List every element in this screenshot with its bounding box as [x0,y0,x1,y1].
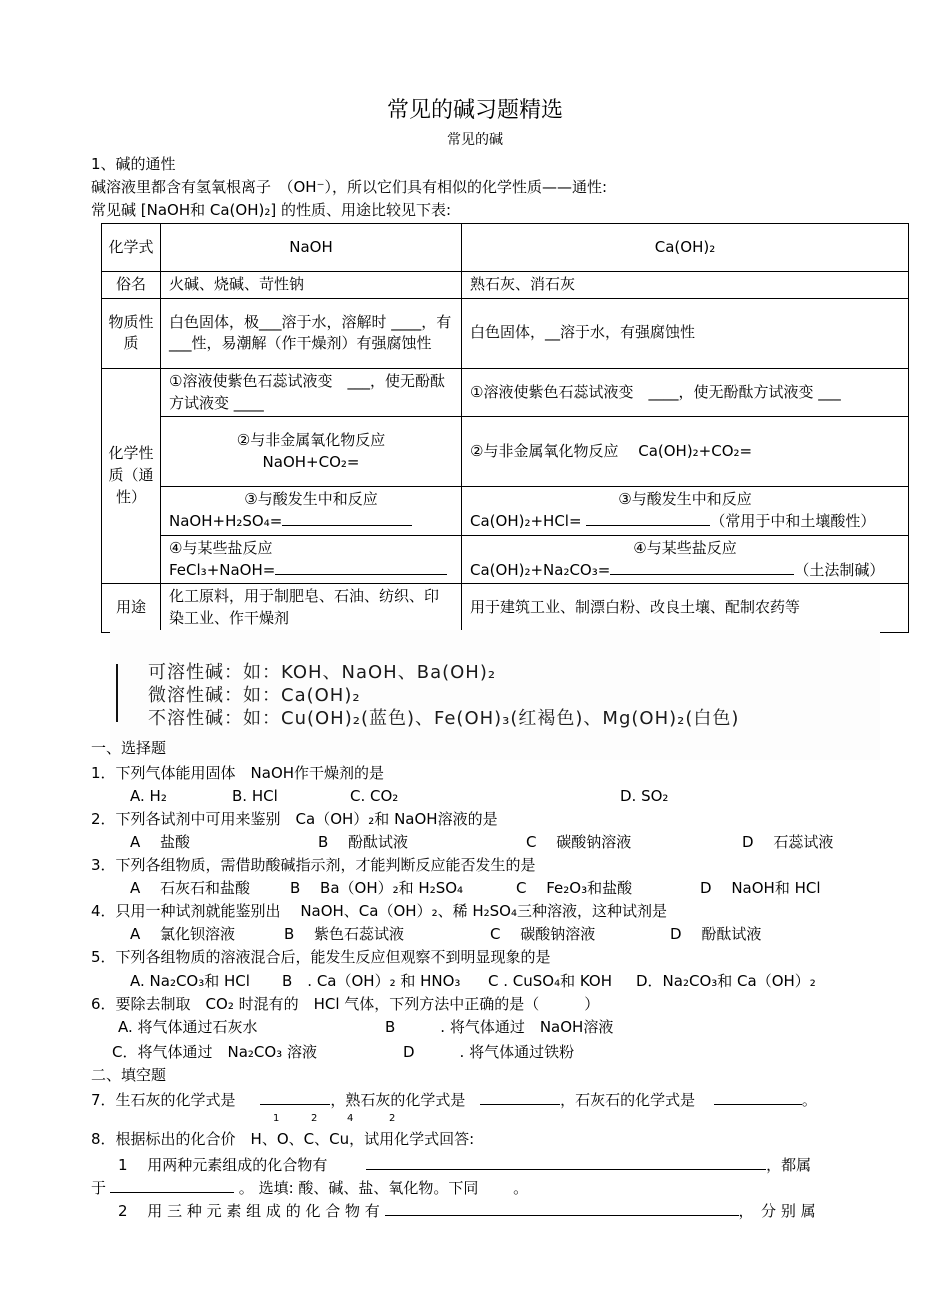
q8-stem: 8．根据标出的化合价 H、O、C、Cu，试用化学式回答: [91,1130,475,1148]
q8-sub1-line [118,1155,811,1174]
page-title: 常见的碱习题精选 [386,98,563,123]
q7-blank-limestone[interactable] [714,1090,802,1105]
caoh-usage: 用于建筑工业、制漂白粉、改良土壤、配制农药等 [462,584,909,633]
header-caoh: Ca(OH)₂ [462,224,909,272]
naoh-chem-3-equation: NaOH+H₂SO₄= [169,512,283,530]
solubility-image [110,630,880,760]
q3-option-b[interactable]: B Ba（OH）₂和 H₂SO₄ [290,879,464,897]
q5-option-c[interactable]: C . CuSO₄和 KOH [488,972,612,990]
q3-option-a[interactable]: A 石灰石和盐酸 [130,879,251,897]
naoh-usage: 化工原料，用于制肥皂、石油、纺织、印染工业、作干燥剂 [161,584,462,633]
header-formula: 化学式 [102,224,161,272]
row-label-usage: 用途 [102,584,161,633]
q5-stem: 5．下列各组物质的溶液混合后，能发生反应但观察不到明显现象的是 [91,948,551,966]
q8-sub1-text: 1 用两种元素组成的化合物有 [118,1156,328,1174]
q2-option-b[interactable]: B 酚酞试液 [318,833,409,851]
q4-option-c[interactable]: C 碳酸钠溶液 [490,925,596,943]
q8-sub1-blank[interactable] [366,1155,766,1170]
valence-cu: 2 [389,1113,396,1124]
q8-sub1-category-blank[interactable] [110,1178,234,1193]
valence-c: 4 [347,1113,354,1124]
q7-blank-quicklime[interactable] [260,1090,330,1105]
caoh-chem-3-line [470,511,900,533]
q7-blank-slaked-lime[interactable] [480,1090,560,1105]
q7-part-1: 7．生石灰的化学式是 [91,1091,236,1109]
caoh-chem-4-blank[interactable] [610,560,794,575]
section-choice-title: 一、选择题 [91,739,167,757]
q1-option-c[interactable]: C. CO₂ [350,787,399,805]
q6-option-c[interactable]: C．将气体通过 Na₂CO₃ 溶液 [112,1043,317,1061]
intro-heading: 1、碱的通性 [91,155,176,173]
q6-option-b[interactable]: B . 将气体通过 NaOH溶液 [385,1018,614,1036]
naoh-chem-4-title: ④与某些盐反应 [169,538,273,557]
naoh-physical: 白色固体，极___溶于水，溶解时 ____，有 ___性，易潮解（作干燥剂）有强腐蚀性 [161,298,462,368]
q5-option-b[interactable]: B . Ca（OH）₂ 和 HNO₃ [282,972,461,990]
q7-part-3: ，石灰石的化学式是 [560,1091,696,1109]
q5-option-d[interactable]: D．Na₂CO₃和 Ca（OH）₂ [636,972,816,990]
q8-sub2-suffix: ， 分 别 属 [738,1202,816,1220]
caoh-chem-3-title: ③与酸发生中和反应 [618,490,752,509]
caoh-chem-4-title: ④与某些盐反应 [633,538,737,557]
soluble-bases: 可溶性碱：如：KOH、NaOH、Ba(OH)₂ [148,662,497,683]
q7-part-2: ，熟石灰的化学式是 [330,1091,466,1109]
naoh-chem-4-line [169,560,453,582]
naoh-chem-4 [161,535,462,584]
caoh-chem-4 [462,535,909,584]
naoh-chem-3-title: ③与酸发生中和反应 [244,490,378,509]
q8-sub1-prefix: 于 [91,1179,107,1197]
q7-part-4: 。 [801,1091,817,1109]
naoh-chem-3 [161,487,462,536]
q2-option-c[interactable]: C 碳酸钠溶液 [526,833,632,851]
caoh-chem-3-note: （常用于中和土壤酸性） [710,512,876,530]
q8-sub2-line [118,1201,816,1220]
naoh-chem-1: ①溶液使紫色石蕊试液变 ___，使无酚酞方试液变 ____ [161,368,462,417]
naoh-chem-4-blank[interactable] [275,560,447,575]
caoh-physical: 白色固体，__溶于水，有强腐蚀性 [462,298,909,368]
row-label-common-name: 俗名 [102,272,161,299]
base-comparison-table [101,223,909,633]
q6-option-d[interactable]: D . 将气体通过铁粉 [403,1043,575,1061]
naoh-chem-2-title: ②与非金属氧化物反应 [236,431,386,449]
q1-option-b[interactable]: B. HCl [232,787,278,805]
slightly-soluble-bases: 微溶性碱：如：Ca(OH)₂ [148,685,361,706]
q8-sub2-blank[interactable] [385,1201,739,1216]
q4-option-b[interactable]: B 紫色石蕊试液 [284,925,405,943]
q3-option-c[interactable]: C Fe₂O₃和盐酸 [516,879,633,897]
q8-sub1-line2 [91,1178,528,1197]
q1-option-a[interactable]: A. H₂ [130,787,167,805]
naoh-chem-3-line [169,511,453,533]
q7 [91,1090,817,1109]
caoh-chem-4-line [470,560,900,582]
q4-option-d[interactable]: D 酚酞试液 [670,925,762,943]
naoh-chem-4-equation: FeCl₃+NaOH= [169,560,276,579]
intro-line-2: 常见碱 [NaOH和 Ca(OH)₂] 的性质、用途比较见下表: [91,201,452,219]
caoh-chem-4-note: （土法制碱） [794,560,885,579]
q3-option-d[interactable]: D NaOH和 HCl [700,879,821,897]
valence-h: 1 [273,1113,280,1124]
row-label-chemical: 化学性质（通性） [102,368,161,584]
caoh-chem-1: ①溶液使紫色石蕊试液变 ____，使无酚酞方试液变 ___ [462,368,909,417]
naoh-common-name: 火碱、烧碱、苛性钠 [161,272,462,299]
q2-option-a[interactable]: A 盐酸 [130,833,191,851]
caoh-chem-2: ②与非金属氧化物反应 Ca(OH)₂+CO₂= [462,417,909,487]
q4-option-a[interactable]: A 氯化钡溶液 [130,925,236,943]
caoh-common-name: 熟石灰、消石灰 [462,272,909,299]
valence-o: 2 [311,1113,318,1124]
q3-stem: 3．下列各组物质，需借助酸碱指示剂，才能判断反应能否发生的是 [91,856,536,874]
page-subtitle: 常见的碱 [447,132,503,148]
row-label-physical: 物质性质 [102,298,161,368]
caoh-chem-4-equation: Ca(OH)₂+Na₂CO₃= [470,560,611,579]
caoh-chem-3-equation: Ca(OH)₂+HCl= [470,512,582,530]
naoh-chem-3-blank[interactable] [282,511,412,526]
header-naoh: NaOH [161,224,462,272]
q8-sub1-suffix: ，都属 [766,1156,812,1174]
section-fill-title: 二、填空题 [91,1066,167,1084]
q6-option-a[interactable]: A. 将气体通过石灰水 [118,1018,258,1036]
naoh-chem-2 [161,417,462,487]
q8-sub2-text: 2 用 三 种 元 素 组 成 的 化 合 物 有 [118,1202,380,1220]
q1-stem: 1．下列气体能用固体 NaOH作干燥剂的是 [91,764,385,782]
q4-stem: 4．只用一种试剂就能鉴别出 NaOH、Ca（OH）₂、稀 H₂SO₄三种溶液，这种试剂是 [91,902,667,920]
q6-stem: 6．要除去制取 CO₂ 时混有的 HCl 气体，下列方法中正确的是（ ） [91,995,600,1013]
bracket [116,664,126,722]
q5-option-a[interactable]: A. Na₂CO₃和 HCl [130,972,250,990]
caoh-chem-3 [462,487,909,536]
q1-option-d[interactable]: D. SO₂ [620,787,669,805]
q2-option-d[interactable]: D 石蕊试液 [742,833,834,851]
q2-stem: 2．下列各试剂中可用来鉴别 Ca（OH）₂和 NaOH溶液的是 [91,810,498,828]
insoluble-bases: 不溶性碱：如：Cu(OH)₂(蓝色)、Fe(OH)₃(红褐色)、Mg(OH)₂(白色) [148,708,740,729]
naoh-chem-2-equation: NaOH+CO₂= [262,452,360,471]
caoh-chem-3-blank[interactable] [586,511,710,526]
intro-line-1: 碱溶液里都含有氢氧根离子 （OH⁻），所以它们具有相似的化学性质——通性: [91,178,608,196]
q8-sub1-hint: 。 选填: 酸、碱、盐、氧化物。下同 。 [238,1179,529,1197]
